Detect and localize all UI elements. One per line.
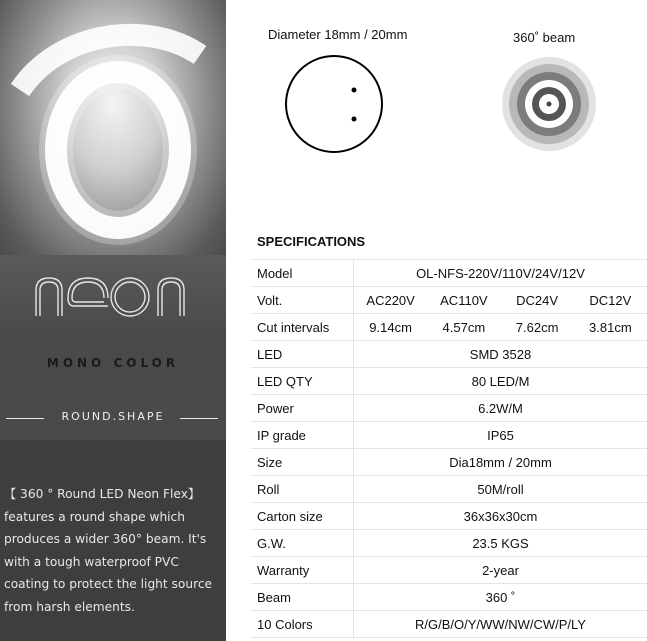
table-row (251, 368, 647, 395)
spec-label: LED QTY (251, 368, 354, 395)
led-dot (352, 88, 357, 93)
spec-label: Volt. (251, 287, 354, 314)
spec-value: 7.62cm (515, 319, 559, 335)
spec-value: 3.81cm (589, 319, 632, 335)
spec-label: Model (251, 260, 354, 287)
table-row (251, 611, 647, 638)
table-row (251, 260, 647, 287)
neon-loop-image (0, 0, 226, 260)
spec-label: 10 Colors (251, 611, 354, 638)
diameter-diagram (282, 53, 386, 157)
spec-value: 9.14cm (369, 319, 412, 335)
spec-label: IP grade (251, 422, 354, 449)
spec-value: 36x36x30cm (354, 503, 647, 530)
product-banner (0, 0, 226, 641)
spec-label: Beam (251, 584, 354, 611)
description-line: with a tough waterproof PVC (4, 554, 179, 569)
spec-value: R/G/B/O/Y/WW/NW/CW/P/LY (354, 611, 647, 638)
table-row (251, 557, 647, 584)
spec-value: Dia18mm / 20mm (354, 449, 647, 476)
spec-label: Cut intervals (251, 314, 354, 341)
description-line: produces a wider 360° beam. It's (4, 532, 207, 547)
spec-value: DC24V (516, 292, 559, 308)
spec-label: Carton size (251, 503, 354, 530)
round-shape-label: ROUND.SHAPE (61, 410, 165, 423)
spec-label: Roll (251, 476, 354, 503)
table-row (251, 449, 647, 476)
table-row (251, 422, 647, 449)
table-row (251, 584, 647, 611)
product-description (4, 483, 224, 619)
spec-value: 23.5 KGS (354, 530, 647, 557)
beam-label: 360˚ beam (513, 30, 576, 45)
description-line: features a round shape which (4, 509, 185, 524)
spec-value: DC12V (589, 292, 632, 308)
spec-label: Power (251, 395, 354, 422)
spec-label: G.W. (251, 530, 354, 557)
table-row (251, 476, 647, 503)
beam-diagram (500, 55, 598, 153)
spec-value: AC110V (440, 292, 488, 308)
svg-text:neon: neon (30, 268, 33, 269)
spec-value: 2-year (354, 557, 647, 584)
spec-value: 4.57cm (442, 319, 486, 335)
divider-right (180, 418, 218, 419)
table-row (251, 314, 647, 341)
spec-value: SMD 3528 (354, 341, 647, 368)
spec-label: Warranty (251, 557, 354, 584)
table-row (251, 341, 647, 368)
table-row (251, 530, 647, 557)
table-row (251, 503, 647, 530)
table-row (251, 395, 647, 422)
led-dot (352, 117, 357, 122)
cross-section-circle (286, 56, 382, 152)
table-row (251, 287, 647, 314)
spec-value: 80 LED/M (354, 368, 647, 395)
spec-value: 360 ˚ (354, 584, 647, 611)
description-line: from harsh elements. (4, 599, 135, 614)
spec-value: IP65 (354, 422, 647, 449)
spec-label: Size (251, 449, 354, 476)
diameter-label: Diameter 18mm / 20mm (268, 27, 408, 42)
mono-color-label: MONO COLOR (46, 356, 180, 370)
specifications-table (251, 259, 647, 638)
neon-logo (30, 268, 190, 320)
spec-label: LED (251, 341, 354, 368)
description-line: 【 360 ° Round LED Neon Flex】 (4, 487, 201, 501)
specifications-title: SPECIFICATIONS (257, 234, 366, 249)
spec-value: OL-NFS-220V/110V/24V/12V (354, 260, 647, 287)
spec-value: 50M/roll (354, 476, 647, 503)
spec-value: 6.2W/M (354, 395, 647, 422)
spec-value: AC220V (366, 292, 415, 308)
description-line: coating to protect the light source (4, 577, 213, 592)
